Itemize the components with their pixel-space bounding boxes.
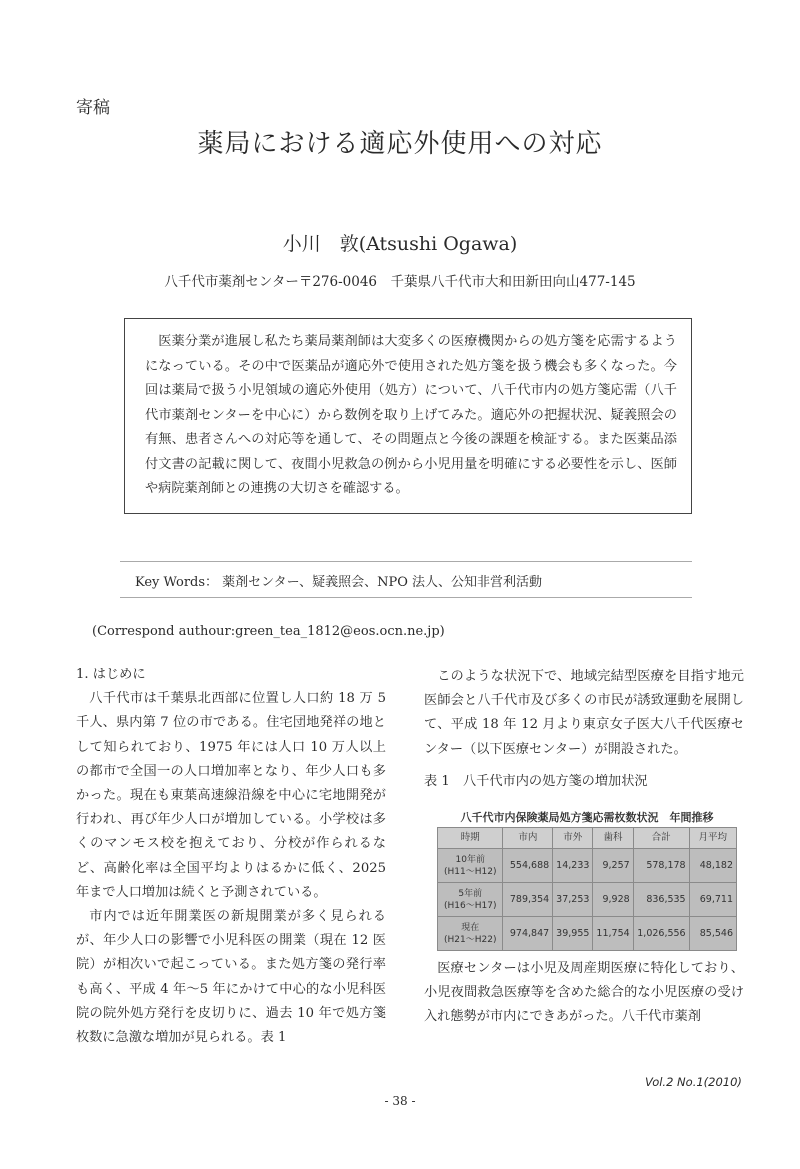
abstract-box bbox=[124, 318, 692, 514]
table-row bbox=[438, 849, 737, 883]
author-affiliation: 八千代市薬剤センター〒276-0046 千葉県八千代市大和田新田向山477-145 bbox=[164, 274, 636, 290]
author-name: 小川 敦(Atsushi Ogawa) bbox=[282, 233, 518, 255]
table-title: 八千代市内保険薬局処方箋応需枚数状況 年間推移 bbox=[460, 811, 714, 825]
body-left-column bbox=[76, 663, 386, 1050]
keywords-top-rule bbox=[120, 561, 692, 562]
period-cell: 5年前 (H16〜H17) bbox=[438, 883, 503, 917]
table-cell: 85,546 bbox=[689, 917, 736, 951]
table-cell: 554,688 bbox=[503, 849, 553, 883]
body-right-column bbox=[424, 665, 744, 1030]
table-cell: 37,253 bbox=[553, 883, 593, 917]
table-cell: 9,928 bbox=[593, 883, 633, 917]
section-heading: 1. はじめに bbox=[76, 667, 146, 682]
column-header: 月平均 bbox=[689, 828, 736, 849]
table-row bbox=[438, 917, 737, 951]
body-paragraph: 医療センターは小児及周産期医療に特化しており、小児夜間救急医療等を含めた総合的な小児医療の受け入れ態勢が市内にできあがった。八千代市薬剤 bbox=[424, 961, 744, 1025]
period-cell: 現在 (H21〜H22) bbox=[438, 917, 503, 951]
table-cell: 14,233 bbox=[553, 849, 593, 883]
body-paragraph: このような状況下で、地域完結型医療を目指す地元医師会と八千代市及び多くの市民が誘致運動を展開して、平成 18 年 12 月より東京女子医大八千代医療センター（以下医療センター）が開設された。 bbox=[424, 669, 744, 757]
table-header-row bbox=[438, 828, 737, 849]
table-cell: 11,754 bbox=[593, 917, 633, 951]
column-header: 市外 bbox=[553, 828, 593, 849]
table-cell: 1,026,556 bbox=[633, 917, 689, 951]
article-category: 寄稿 bbox=[76, 98, 110, 118]
column-header: 時期 bbox=[438, 828, 503, 849]
column-header: 歯科 bbox=[593, 828, 633, 849]
journal-volume: Vol.2 No.1(2010) bbox=[645, 1075, 742, 1089]
table-cell: 789,354 bbox=[503, 883, 553, 917]
table-cell: 69,711 bbox=[689, 883, 736, 917]
correspondence-email: (Correspond authour:green_tea_1812@eos.ocn.ne.jp) bbox=[92, 624, 445, 639]
prescription-table bbox=[437, 810, 737, 951]
table-caption: 表 1 八千代市内の処方箋の増加状況 bbox=[424, 773, 648, 789]
page-number: - 38 - bbox=[384, 1094, 416, 1108]
table-row bbox=[438, 883, 737, 917]
table-cell: 974,847 bbox=[503, 917, 553, 951]
table-cell: 39,955 bbox=[553, 917, 593, 951]
keywords-bottom-rule bbox=[120, 597, 692, 598]
keywords: Key Words： 薬剤センター、疑義照会、NPO 法人、公知非営利活動 bbox=[135, 575, 543, 590]
table-cell: 578,178 bbox=[633, 849, 689, 883]
column-header: 合計 bbox=[633, 828, 689, 849]
abstract-text: 医薬分業が進展し私たち薬局薬剤師は大変多くの医療機関からの処方箋を応需するようになっている。その中で医薬品が適応外で使用された処方箋を扱う機会も多くなった。今回は薬局で扱う小児領域の適応外使用（処方）について、八千代市内の処方箋応需（八千代市薬剤センターを中心に）から数例を取り上げてみた。適応外の把握状況、疑義照会の有無、患者さんへの対応等を通して、その問題点と今後の課題を検証する。また医薬品添付文書の記載に関して、夜間小児救急の例から小児用量を明確にする必要性を示し、医師や病院薬剤師との連携の大切さを確認する。 bbox=[145, 334, 677, 496]
column-header: 市内 bbox=[503, 828, 553, 849]
body-paragraph: 八千代市は千葉県北西部に位置し人口約 18 万 5 千人、県内第 7 位の市である。住宅団地発祥の地として知られており、1975 年には人口 10 万人以上の都市で全国一の人口増加率となり、年少人口も多かった。現在も東葉高速線沿線を中心に宅地開発が行われ、再び年少人口が増加している。小学校は多くのマンモス校を抱えており、分校が作られるなど、高齢化率は全国平均よりはるかに低く、2025 年まで人口増加は続くと予測されている。 bbox=[76, 691, 386, 900]
period-cell: 10年前 (H11〜H12) bbox=[438, 849, 503, 883]
prescription-data-table bbox=[437, 827, 737, 951]
table-cell: 48,182 bbox=[689, 849, 736, 883]
table-cell: 836,535 bbox=[633, 883, 689, 917]
table-cell: 9,257 bbox=[593, 849, 633, 883]
article-title: 薬局における適応外使用への対応 bbox=[197, 129, 603, 159]
body-paragraph: 市内では近年開業医の新規開業が多く見られるが、年少人口の影響で小児科医の開業（現在 12 医院）が相次いで起こっている。また処方箋の発行率も高く、平成 4 年〜5 年にかけて中心的な小児科医院の院外処方発行を皮切りに、過去 10 年で処方箋枚数に急激な増加が見られる。表 1 bbox=[76, 909, 386, 1046]
